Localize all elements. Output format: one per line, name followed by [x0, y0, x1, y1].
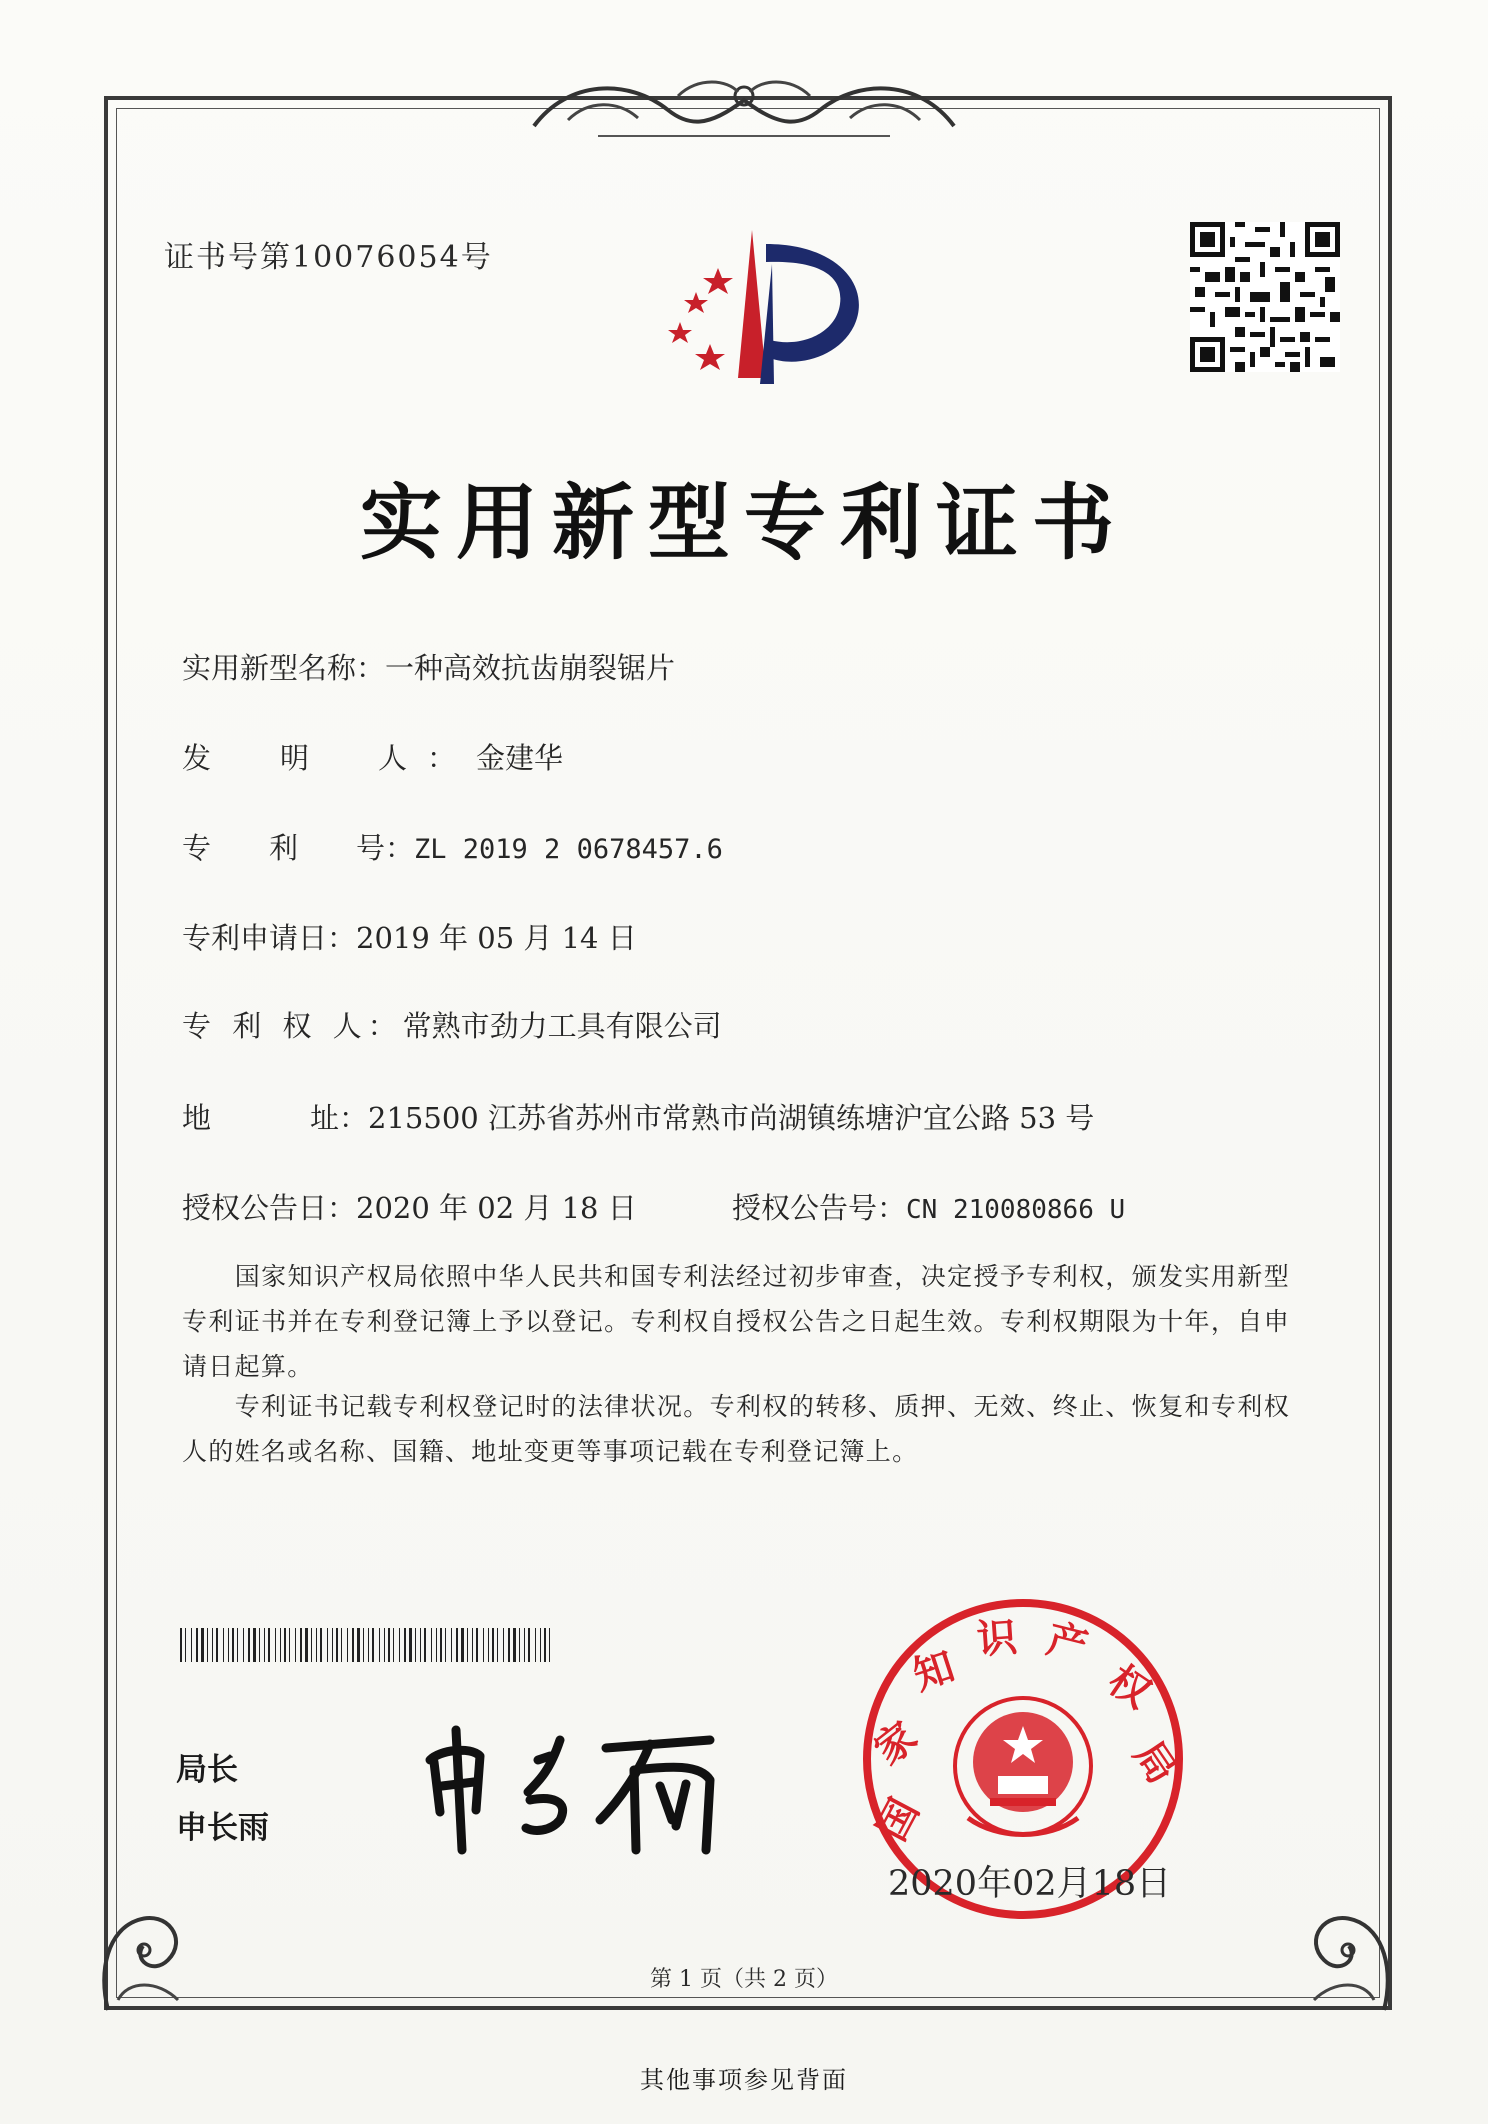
- certificate-number: 证书号第10076054号: [164, 240, 493, 275]
- svg-text:家: 家: [865, 1712, 926, 1775]
- svg-text:局: 局: [1124, 1732, 1186, 1793]
- field-value: 215500 江苏省苏州市常熟市尚湖镇练塘沪宜公路 53 号: [368, 1101, 1095, 1135]
- field-value: 2020 年 02 月 18 日: [356, 1191, 637, 1225]
- field-announcement-date: [182, 1186, 637, 1227]
- field-patentee: [182, 1004, 722, 1045]
- svg-text:产: 产: [1042, 1615, 1093, 1671]
- field-value: 一种高效抗齿崩裂锯片: [385, 651, 676, 685]
- svg-text:国: 国: [867, 1790, 929, 1849]
- svg-text:识: 识: [975, 1613, 1019, 1664]
- page-number: 第 1 页（共 2 页）: [650, 1967, 838, 1992]
- field-label: 址：: [310, 1101, 369, 1135]
- bottom-left-ornament-icon: [88, 1880, 208, 2020]
- seal-date: 2020年02月18日: [888, 1864, 1172, 1904]
- field-value: ZL 2019 2 0678457.6: [414, 834, 723, 865]
- field-value: 常熟市劲力工具有限公司: [402, 1009, 722, 1043]
- field-address: [182, 1096, 1094, 1137]
- field-patent-number: [182, 826, 723, 867]
- field-inventor: [182, 736, 563, 777]
- barcode-icon: [180, 1628, 552, 1662]
- field-utility-model-name: [182, 646, 675, 687]
- qr-code-icon: [1190, 222, 1340, 372]
- field-value: 金建华: [476, 741, 564, 775]
- patent-office-emblem-icon: [640, 208, 880, 398]
- field-label: 授权公告日：: [182, 1191, 357, 1225]
- field-label: 发 明 人：: [182, 741, 477, 775]
- field-announcement-number: [732, 1186, 1125, 1227]
- field-value: 2019 年 05 月 14 日: [356, 921, 637, 955]
- field-label: 地: [182, 1101, 212, 1135]
- body-paragraph: 专利证书记载专利权登记时的法律状况。专利权的转移、质押、无效、终止、恢复和专利权人的姓名或名称、国籍、地址变更等事项记载在专利登记簿上。: [182, 1392, 1290, 1466]
- bottom-right-ornament-icon: [1284, 1880, 1404, 2020]
- field-label: 授权公告号：: [732, 1191, 907, 1225]
- field-filing-date: [182, 916, 637, 957]
- body-paragraph: 国家知识产权局依照中华人民共和国专利法经过初步审查，决定授予专利权，颁发实用新型专利证书并在专利登记簿上予以登记。专利权自授权公告之日起生效。专利权期限为十年，自申请日起算。: [182, 1262, 1290, 1381]
- field-value: CN 210080866 U: [906, 1195, 1126, 1225]
- field-label: 专 利 号：: [182, 831, 415, 865]
- footer-note: 其他事项参见背面: [640, 2066, 848, 2094]
- field-label: 专利申请日：: [182, 921, 357, 955]
- svg-text:知: 知: [907, 1642, 961, 1700]
- svg-text:权: 权: [1099, 1656, 1160, 1718]
- field-label: 实用新型名称：: [182, 651, 386, 685]
- handwritten-signature-icon: [410, 1700, 740, 1860]
- top-ornament-icon: [528, 70, 960, 148]
- director-name: 申长雨: [176, 1810, 269, 1846]
- certificate-title: 实用新型专利证书: [359, 475, 1128, 571]
- field-label: 专 利 权 人：: [182, 1009, 403, 1043]
- director-title: 局长: [176, 1752, 238, 1788]
